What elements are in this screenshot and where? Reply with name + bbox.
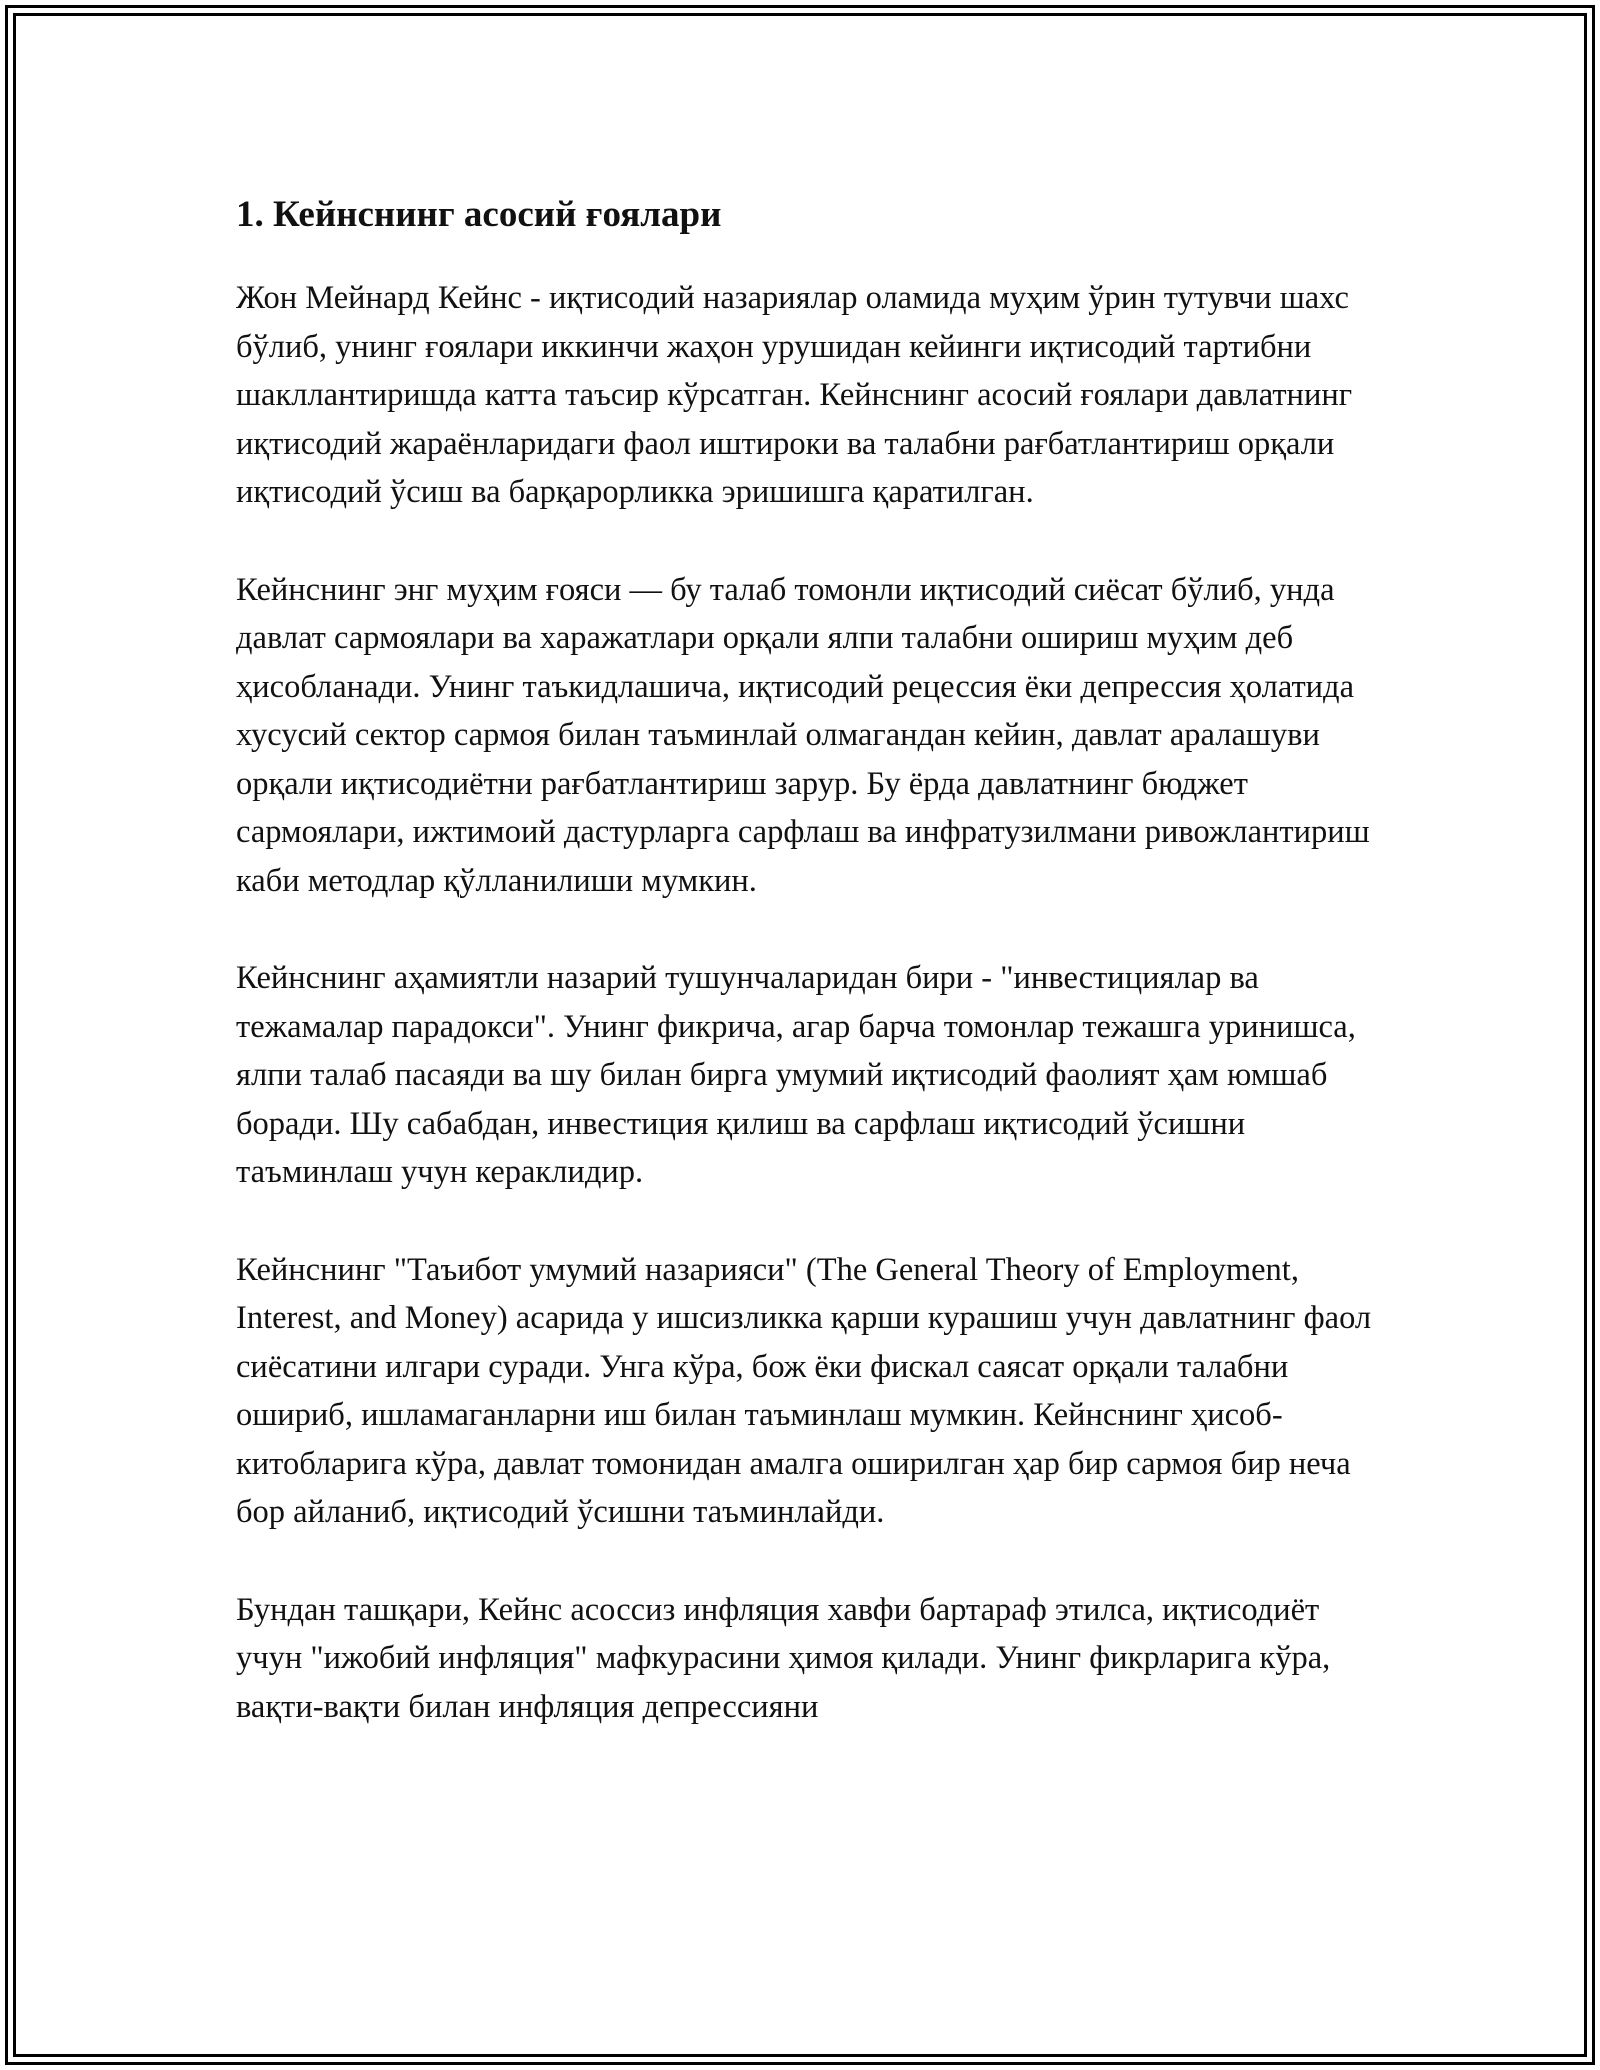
section-heading: 1. Кейнснинг асосий ғоялари	[236, 194, 722, 235]
paragraph-3: Кейнснинг аҳамиятли назарий тушунчаларидан бири - "инвестициялар ва тежамалар парадокси". Унинг фикрича, агар барча томонлар тежашга уринишса, ялпи талаб пасаяди ва шу билан бирга умумий иқтисодий фаолият ҳам юмшаб боради. Шу сабабдан, инвестиция қилиш ва сарфлаш иқтисодий ўсишни таъминлаш учун кераклидир.	[236, 960, 1356, 1190]
paragraph-5: Бундан ташқари, Кейнс асоссиз инфляция хавфи бартараф этилса, иқтисодиёт учун "ижобий инфляция" мафкурасини ҳимоя қилади. Унинг фикрларига кўра, вақти-вақти билан инфляция депрессияни	[236, 1591, 1331, 1725]
paragraph-2: Кейнснинг энг муҳим ғояси — бу талаб томонли иқтисодий сиёсат бўлиб, унда давлат сармоялари ва харажатлари орқали ялпи талабни ошириш муҳим деб ҳисобланади. Унинг таъкидлашича, иқтисодий рецессия ёки депрессия ҳолатида хусусий сектор сармоя билан таъминлай олмагандан кейин, давлат аралашуви орқали иқтисодиётни рағбатлантириш зарур. Бу ёрда давлатнинг бюджет сармоялари, ижтимоий дастурларга сарфлаш ва инфратузилмани ривожлантириш каби методлар қўлланилиши мумкин.	[236, 571, 1370, 899]
paragraph-1: Жон Мейнард Кейнс - иқтисодий назариялар оламида муҳим ўрин тутувчи шахс бўлиб, унинг ғоялари иккинчи жаҳон урушидан кейинги иқтисодий тартибни шакллантиришда катта таъсир кўрсатган. Кейнснинг асосий ғоялари давлатнинг иқтисодий жараёнларидаги фаол иштироки ва талабни рағбатлантириш орқали иқтисодий ўсиш ва барқарорликка эришишга қаратилган.	[236, 280, 1353, 510]
paragraph-4: Кейнснинг "Таъибот умумий назарияси" (The General Theory of Employment, Interest, and Money) асарида у ишсизликка қарши курашиш учун давлатнинг фаол сиёсатини илгари суради. Унга кўра, бож ёки фискал саясат орқали талабни ошириб, ишламаганларни иш билан таъминлаш мумкин. Кейнснинг ҳисоб-китобларига кўра, давлат томонидан амалга оширилган ҳар бир сармоя бир неча бор айланиб, иқтисодий ўсишни таъминлайди.	[236, 1251, 1372, 1530]
document-body	[236, 186, 1376, 1731]
